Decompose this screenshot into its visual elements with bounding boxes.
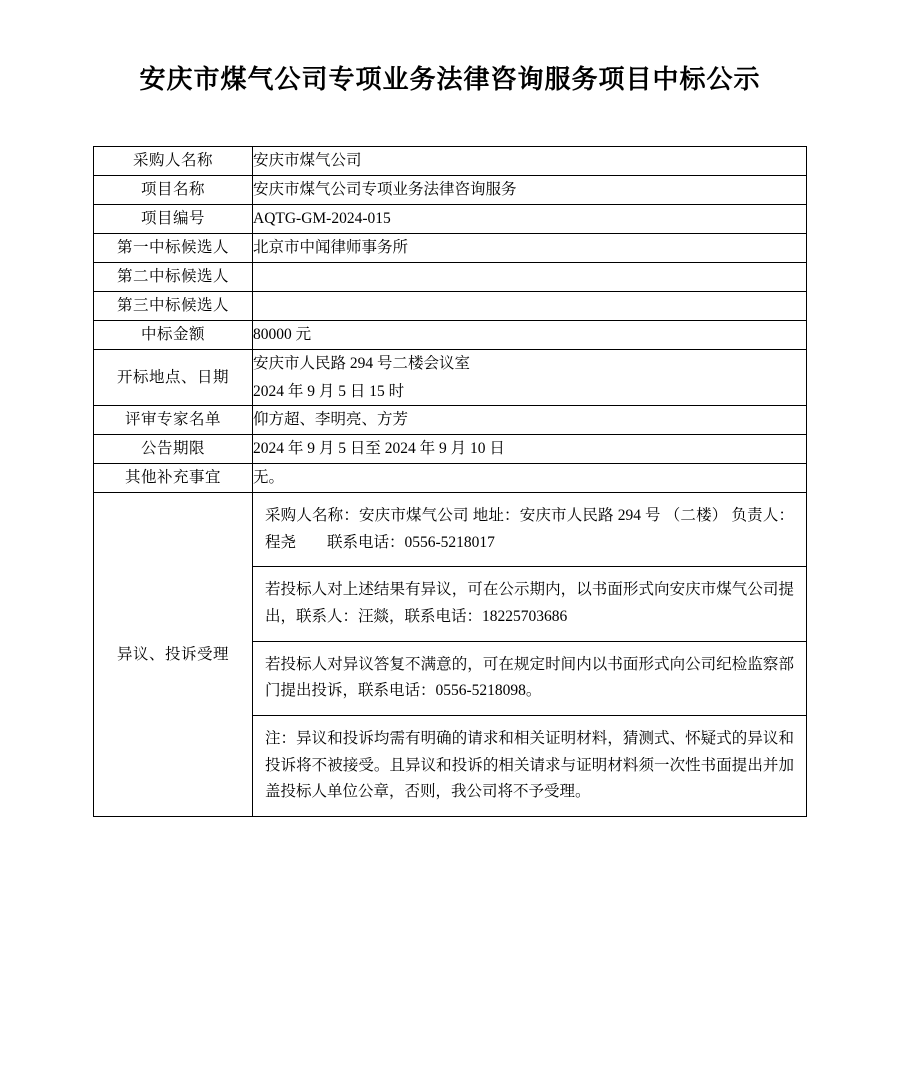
table-row <box>94 320 807 349</box>
row-value-announcement-period: 2024 年 9 月 5 日至 2024 年 9 月 10 日 <box>253 435 807 464</box>
table-row <box>94 291 807 320</box>
row-value-other-matters: 无。 <box>253 464 807 493</box>
table-row <box>94 349 807 406</box>
row-label-other-matters: 其他补充事宜 <box>94 464 253 493</box>
table-row <box>94 464 807 493</box>
row-label-bid-opening: 开标地点、日期 <box>94 349 253 406</box>
complaint-objection-text: 若投标人对上述结果有异议，可在公示期内，以书面形式向安庆市煤气公司提出，联系人：汪燚，联系电话：18225703686 <box>253 567 806 641</box>
row-value-project-number: AQTG-GM-2024-015 <box>253 205 807 234</box>
complaint-contact-block <box>253 493 806 567</box>
row-value-project-name: 安庆市煤气公司专项业务法律咨询服务 <box>253 176 807 205</box>
complaint-appeal-text: 若投标人对异议答复不满意的，可在规定时间内以书面形式向公司纪检监察部门提出投诉，联系电话：0556-5218098。 <box>253 641 806 715</box>
complaint-block <box>253 493 806 567</box>
table-row <box>94 234 807 263</box>
complaint-person-phone: 负责人：程尧 联系电话：0556-5218017 <box>265 507 794 551</box>
row-label-second-candidate: 第二中标候选人 <box>94 262 253 291</box>
complaint-block <box>253 567 806 641</box>
row-value-bid-amount: 80000 元 <box>253 320 807 349</box>
row-label-project-name: 项目名称 <box>94 176 253 205</box>
complaint-sub-table <box>253 493 806 816</box>
table-row <box>94 406 807 435</box>
complaint-purchaser-name: 采购人名称：安庆市煤气公司 <box>265 507 469 525</box>
table-row-complaint <box>94 493 807 817</box>
table-row <box>94 435 807 464</box>
row-label-experts: 评审专家名单 <box>94 406 253 435</box>
table-row <box>94 262 807 291</box>
bid-result-table-wrapper <box>93 146 807 817</box>
row-value-third-candidate <box>253 291 807 320</box>
bid-opening-datetime: 2024 年 9 月 5 日 15 时 <box>253 382 405 400</box>
row-label-complaint: 异议、投诉受理 <box>94 493 253 817</box>
row-value-first-candidate: 北京市中闻律师事务所 <box>253 234 807 263</box>
row-value-complaint <box>253 493 807 817</box>
complaint-block <box>253 641 806 715</box>
row-label-project-number: 项目编号 <box>94 205 253 234</box>
row-value-bid-opening <box>253 349 807 406</box>
table-row <box>94 147 807 176</box>
row-value-experts: 仰方超、李明亮、方芳 <box>253 406 807 435</box>
row-label-bid-amount: 中标金额 <box>94 320 253 349</box>
row-label-first-candidate: 第一中标候选人 <box>94 234 253 263</box>
bid-opening-place: 安庆市人民路 294 号二楼会议室 <box>253 354 471 372</box>
row-label-announcement-period: 公告期限 <box>94 435 253 464</box>
page-title: 安庆市煤气公司专项业务法律咨询服务项目中标公示 <box>139 65 761 94</box>
row-label-third-candidate: 第三中标候选人 <box>94 291 253 320</box>
row-value-purchaser-name: 安庆市煤气公司 <box>253 147 807 176</box>
row-value-second-candidate <box>253 262 807 291</box>
table-row <box>94 176 807 205</box>
complaint-address: 地址：安庆市人民路 294 号 （二楼） <box>472 507 728 525</box>
table-row <box>94 205 807 234</box>
row-label-purchaser-name: 采购人名称 <box>94 147 253 176</box>
complaint-block <box>253 716 806 816</box>
complaint-note-text: 注：异议和投诉均需有明确的请求和相关证明材料，猜测式、怀疑式的异议和投诉将不被接受。且异议和投诉的相关请求与证明材料须一次性书面提出并加盖投标人单位公章，否则，我公司将不予受理。 <box>265 730 794 801</box>
bid-result-table <box>93 146 807 817</box>
